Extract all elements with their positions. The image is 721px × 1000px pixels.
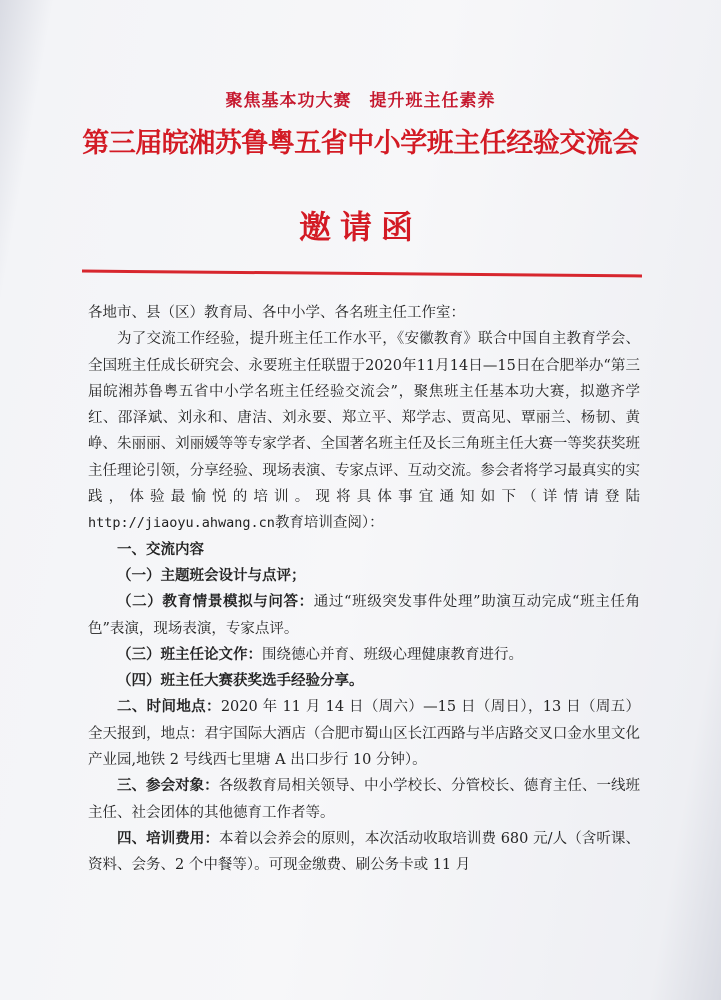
item-label: （三）班主任论文作： — [117, 645, 262, 663]
section-1-item — [88, 589, 640, 642]
section-4-title: 四、培训费用： — [117, 829, 220, 847]
item-text: 通过“班级突发事件处理”助演互动完成“班主任角色”表演，现场表演，专家点评。 — [88, 594, 640, 637]
section-4 — [88, 826, 640, 879]
red-divider — [82, 270, 642, 278]
item-label: （二）教育情景模拟与问答： — [117, 593, 314, 611]
section-2-title: 二、时间地点： — [117, 698, 221, 716]
section-2-text: 2020 年 11 月 14 日（周六）—15 日（周日），13 日（周五）全天报到，地点：君宇国际大酒店（合肥市蜀山区长江西路与半店路交叉口金水里文化产业园,地铁 2 号线西七里塘 A 出口步行 10 分钟）。 — [88, 699, 641, 769]
section-1-item — [88, 668, 640, 694]
intro-text-end: 教育培训查阅）： — [274, 515, 384, 532]
event-title: 第三届皖湘苏鲁粤五省中小学班主任经验交流会 — [82, 128, 639, 159]
section-1-item — [88, 563, 640, 589]
letter-body — [88, 300, 640, 879]
intro-paragraph — [88, 326, 640, 536]
item-text: 围绕德心并育、班级心理健康教育进行。 — [262, 646, 523, 663]
tagline: 聚焦基本功大赛 提升班主任素养 — [225, 91, 496, 111]
section-3-text: 各级教育局相关领导、中小学校长、分管校长、德育主任、一线班主任、社会团体的其他德育工作者等。 — [88, 778, 641, 821]
section-3 — [88, 773, 640, 826]
item-label: （一）主题班会设计与点评； — [117, 566, 306, 584]
section-2 — [88, 694, 640, 773]
item-label: （四）班主任大赛获奖选手经验分享。 — [117, 672, 364, 690]
section-1-title: 一、交流内容 — [117, 540, 204, 558]
intro-text: 为了交流工作经验，提升班主任工作水平，《安徽教育》联合中国自主教育学会、全国班主任成长研究会、永要班主任联盟于2020年11月14日—15日在合肥举办“第三届皖湘苏鲁粤五省中小学名班主任经验交流会”，聚焦班主任基本功大赛，拟邀齐学红、邵泽斌、刘永和、唐洁、刘永要、郑立平、郑学志、贾高见、覃丽兰、杨韧、黄峥、朱丽丽、刘丽媛等等专家学者、全国著名班主任及长三角班主任大赛一等奖获奖班主任理论引领，分享经验、现场表演、专家点评、互动交流。参会者将学习最真实的实践，体验最愉悦的培训。现将具体事宜通知如下（详情请登陆 — [88, 331, 640, 506]
salutation: 各地市、县（区）教育局、各中小学、各名班主任工作室： — [88, 305, 465, 321]
document-title: 邀请函 — [298, 208, 422, 246]
website-link[interactable]: http://jiaoyu.ahwang.cn — [88, 515, 275, 532]
section-4-text: 本着以会养会的原则，本次活动收取培训费 680 元/人（含听课、资料、会务、2 个中餐等）。可现金缴费、刷公务卡或 11 月 — [88, 830, 640, 874]
section-1-item — [88, 642, 640, 668]
section-3-title: 三、参会对象： — [117, 777, 219, 795]
